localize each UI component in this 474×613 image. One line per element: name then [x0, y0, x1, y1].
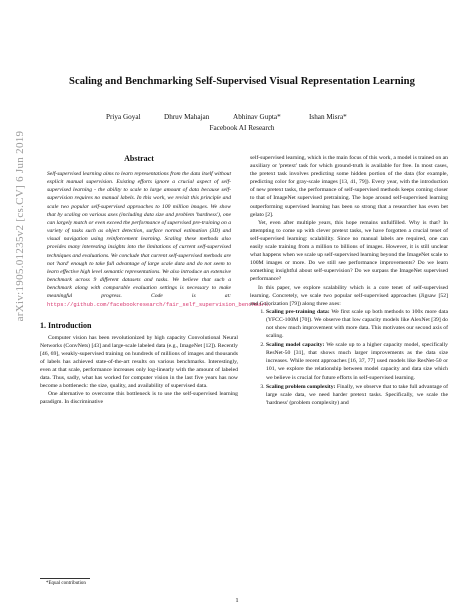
code-link[interactable]: https://github.com/facebookresearch/fair_self_supervision_benchmark. [47, 300, 272, 308]
affiliation: Facebook AI Research [209, 124, 275, 132]
item-heading: Scaling pre-training data: [266, 308, 330, 315]
abstract-text [40, 170, 272, 309]
scaling-axes-list [250, 308, 448, 407]
item-heading: Scaling model capacity: [266, 342, 325, 349]
left-column [40, 154, 272, 407]
abstract-heading: Abstract [124, 154, 154, 163]
body-paragraph: self-supervised learning, which is the main focus of this work, a model is trained on an auxiliary or 'pretext' task for which ground-truth is available for free. In most cases, the pretext task involves predicting some hidden portion of the data (for example, predicting color for gray-scale images [13, 41, 79]). Every year, with the introduction of new pretext tasks, the performance of self-supervised methods keeps coming closer to that of ImageNet supervised pretraining. The hope around self-supervised learning outperforming supervised learning has been so strong that a researcher has even bet gelato [2]. [250, 155, 448, 218]
list-item [266, 383, 448, 407]
item-heading: Scaling problem complexity: [266, 383, 336, 390]
item-text: We scale up to a higher capacity model, specifically ResNet-50 [31], that shows much larger improvements as the data size increases. While recent approaches [16, 37, 77] used models like ResNet-50 or 101, we explore the relationship between model capacity and data size which we believe is crucial for future efforts in self-supervised learning. [266, 342, 448, 381]
page-number: 1 [235, 597, 239, 604]
author-name: Abhinav Gupta* [233, 113, 281, 121]
body-paragraph: In this paper, we explore scalability which is a core tenet of self-supervised learning. Concretely, we scale two popular self-supervised approaches (Jigsaw [52] and Colorization [79]) along three axes: [250, 284, 448, 307]
list-item [266, 341, 448, 381]
intro-paragraph: Computer vision has been revolutionized by high capacity Convolutional Neural Networks (ConvNets) [43] and large-scale labeled data (e.g., ImageNet [12]). Recently [46, 69], weakly-supervised training on hundreds of millions of images and thousands of labels has achieved state-of-the-art results on various benchmarks. Interestingly, even at that scale, performance increases only log-linearly with the amount of labeled data. Thus, sadly, what has worked for computer vision in the last five years has now become a bottleneck: the size, quality, and availability of supervised data. [40, 334, 238, 390]
body-paragraph: Yet, even after multiple years, this hope remains unfulfilled. Why is that? In attempting to come up with clever pretext tasks, we have forgotten a crucial tenet of self-supervised learning: scalability. Since no manual labels are required, one can easily scale training from a million to billions of images. However, it is still unclear what happens when we scale up self-supervised learning beyond the ImageNet scale to 100M images or more. Do we still see performance improvements? Do we learn something insightful about self-supervision? Do we surpass the ImageNet supervised performance? [250, 219, 448, 283]
paper-title: Scaling and Benchmarking Self-Supervised Visual Representation Learning [69, 76, 415, 87]
arxiv-stamp: arXiv:1905.01235v2 [cs.CV] 6 Jun 2019 [14, 130, 26, 322]
abstract-body: Self-supervised learning aims to learn representations from the data itself without explicit manual supervision. Existing efforts ignore a crucial aspect of self-supervised learning - the ability to scale to large amount of data because self-supervision requires no manual labels. In this work, we revisit this principle and scale two popular self-supervised approaches to 100 million images. We show that by scaling on various axes (including data size and problem 'hardness'), one can largely match or even exceed the performance of supervised pre-training on a variety of tasks such as object detection, surface normal estimation (3D) and visual navigation using reinforcement learning. Scaling these methods also provides many interesting insights into the limitations of current self-supervised techniques and evaluations. We conclude that current self-supervised methods are not 'hard' enough to take full advantage of large scale data and do not seem to learn effective high level semantic representations. We also introduce an extensive benchmark across 9 different datasets and tasks. We believe that such a benchmark along with comparable evaluation settings is necessary to make meaningful progress. Code is at: [47, 171, 231, 300]
footnote: *Equal contribution [46, 581, 86, 586]
author-name: Priya Goyal [106, 113, 141, 121]
author-name: Dhruv Mahajan [164, 113, 210, 121]
intro-paragraph: One alternative to overcome this bottleneck is to use the self-supervised learning paradigm. In discriminative [40, 391, 238, 406]
item-text: Finally, we observe that to take full advantage of large scale data, we need harder pretext tasks. Specifically, we scale the 'hardness' (problem complexity) and [266, 383, 449, 406]
item-text: We first scale up both methods to 100x more data (YFCC-100M [70]). We observe that low capacity models like AlexNet [39] do not show much improvement with more data. This motivates our second axis of scaling. [266, 308, 449, 340]
right-column [250, 154, 448, 408]
author-name: Ishan Misra* [309, 113, 347, 121]
section-heading: 1. Introduction [40, 320, 92, 330]
footnote-rule [40, 578, 90, 579]
list-item [266, 308, 448, 340]
